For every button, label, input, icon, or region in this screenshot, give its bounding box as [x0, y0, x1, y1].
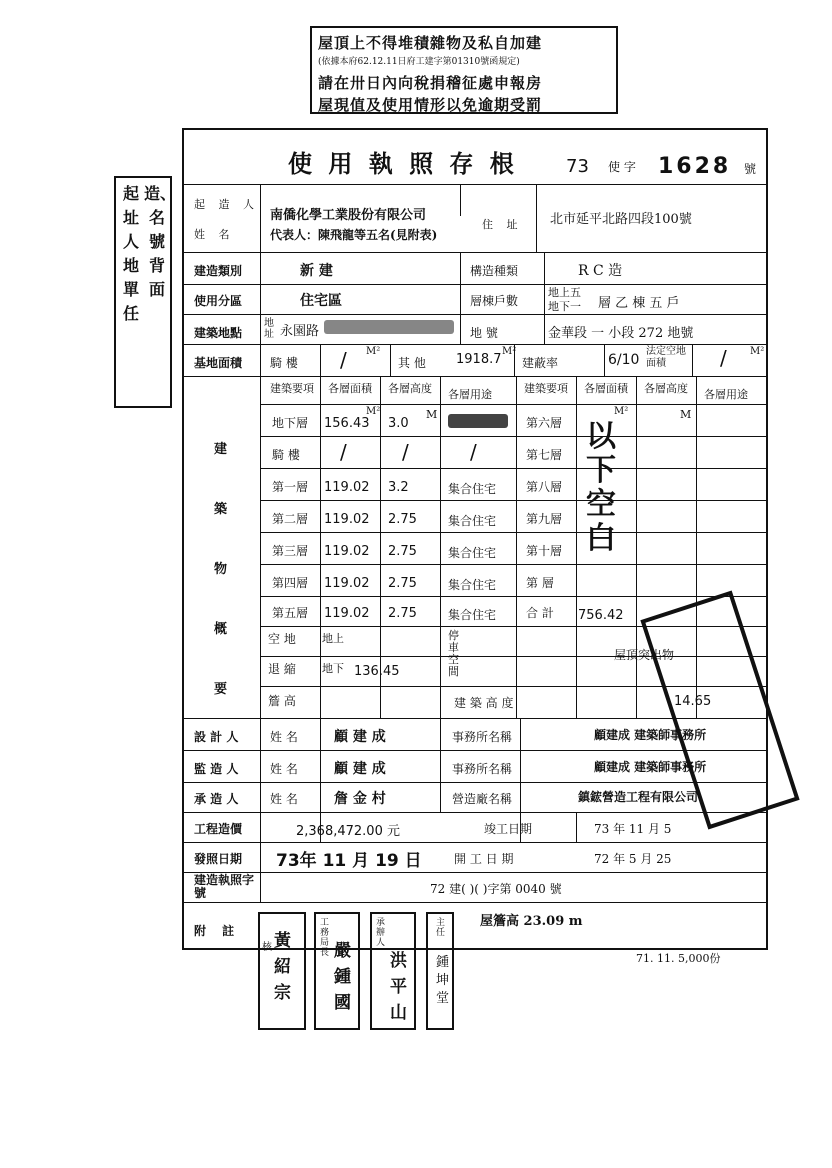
- floor-row-slash: /: [402, 440, 409, 464]
- rooftop-notice-stamp: [310, 26, 618, 114]
- eave-height-label: 簷 高: [268, 694, 296, 708]
- applicant-company: 南僑化學工業股份有限公司: [270, 208, 427, 223]
- category-label: 建造類別: [194, 264, 243, 278]
- cost-label: 工程造價: [194, 822, 243, 836]
- blank-below-note: 以下空白: [586, 419, 616, 556]
- contractor-firm: 鎮鋐營造工程有限公司: [578, 790, 699, 804]
- col-head-height-2: 各層高度: [644, 382, 688, 395]
- unit-m2: M²: [614, 406, 629, 417]
- col-head-use: 各層用途: [448, 388, 492, 401]
- floor-row-slash: /: [340, 440, 347, 464]
- applicant-label: 起 造 人: [194, 198, 259, 211]
- floor-row-name: 第二層: [272, 512, 309, 526]
- stamp-officer: 承辦人 洪平山: [370, 912, 416, 1030]
- finish-date: 73 年 11 月 5: [594, 822, 672, 836]
- stamp-director: 主任 鍾坤堂: [426, 912, 454, 1030]
- stamp-technician: 核 黃紹宗: [258, 912, 306, 1030]
- supervisor-firm: 顧建成 建築師事務所: [594, 760, 707, 774]
- floor-row-area: 119.02: [324, 606, 370, 621]
- supervisor-label: 監 造 人: [194, 762, 239, 776]
- floor-row-area: 156.43: [324, 416, 370, 431]
- permit-number: 1628: [658, 154, 732, 179]
- coverage-label: 建蔽率: [522, 356, 559, 370]
- unit-m2-3: M²: [750, 346, 765, 357]
- above-ground-label: 地上: [322, 632, 344, 645]
- building-height-label: 建 築 高 度: [454, 696, 514, 710]
- other-area: 1918.7: [456, 352, 502, 367]
- open-space-label: 法定空地面積: [646, 346, 686, 369]
- floor-row-name: 第一層: [272, 480, 309, 494]
- garage-label: 停車空間: [448, 629, 459, 678]
- issue-date: 73年 11 月 19 日: [276, 851, 422, 871]
- designer-label: 設 計 人: [194, 730, 239, 744]
- floor-row-height: 2.75: [388, 544, 417, 559]
- floor-row-height: 2.75: [388, 576, 417, 591]
- setback-label: 退 縮: [268, 662, 296, 676]
- floor-row-height: 2.75: [388, 512, 417, 527]
- applicant-label-2: 姓 名: [194, 228, 235, 241]
- side-note-col-2: 造、 名號 背面: [144, 184, 177, 299]
- roof-structure-label: 屋頂突出物: [614, 648, 675, 662]
- supervisor-name: 顧 建 成: [334, 761, 386, 777]
- floor-row-area: 119.02: [324, 480, 370, 495]
- floor-row-area: 119.02: [324, 512, 370, 527]
- applicant-rep: 代表人：陳飛龍等五名(見附表): [270, 228, 438, 242]
- open-space-row-label: 空 地: [268, 632, 296, 646]
- start-date: 72 年 5 月 25: [594, 852, 672, 866]
- contractor-name: 詹 金 村: [334, 791, 386, 807]
- redaction-smudge: [324, 320, 454, 334]
- floor-row-name: 第七層: [526, 448, 563, 462]
- floor-row-name: 第五層: [272, 606, 309, 620]
- license-stub-form: [182, 128, 768, 950]
- coverage-ratio: 6/10: [608, 352, 640, 368]
- floor-row-name: 第三層: [272, 544, 309, 558]
- name-label: 姓 名: [270, 792, 298, 806]
- floor-row-height: 3.0: [388, 416, 409, 431]
- designer-name: 顧 建 成: [334, 729, 386, 745]
- floor-row-area: 119.02: [324, 544, 370, 559]
- below-ground-label: 地下: [322, 662, 344, 675]
- open-space-slash: /: [720, 346, 727, 370]
- permit-no: 72 建( )( )字第 0040 號: [430, 882, 562, 896]
- site-label: 建築地點: [194, 326, 243, 340]
- notice-line-4: 屋現值及使用情形以免逾期受罰: [318, 96, 543, 114]
- redaction-smudge: [448, 414, 508, 428]
- name-label: 姓 名: [270, 730, 298, 744]
- floor-total-area: 756.42: [578, 608, 624, 623]
- floor-row-height: 3.2: [388, 480, 409, 495]
- unit-m: M: [426, 408, 438, 421]
- designer-firm-label: 事務所名稱: [452, 730, 513, 744]
- notice-line-1: 屋頂上不得堆積雜物及私自加建: [318, 34, 543, 52]
- lot-label: 地 號: [470, 326, 498, 340]
- floor-row-name: 合 計: [526, 606, 554, 620]
- use-zone: 住宅區: [300, 293, 342, 309]
- print-run: 71. 11. 5,000份: [636, 952, 721, 965]
- floors-label: 層棟戶數: [470, 294, 519, 308]
- eave-height-note: 屋簷高 23.09 m: [480, 914, 583, 929]
- unit-m: M: [680, 408, 692, 421]
- arcade-slash: /: [340, 348, 347, 372]
- floor-row-name: 第六層: [526, 416, 563, 430]
- permit-word: 使 字: [608, 160, 636, 174]
- contractor-label: 承 造 人: [194, 792, 239, 806]
- site-sub-label: 地址: [264, 318, 274, 340]
- floor-row-name: 地下層: [272, 416, 309, 430]
- floor-row-name: 第四層: [272, 576, 309, 590]
- unit-m2: M²: [366, 346, 381, 357]
- signature-stamps: [258, 912, 454, 1032]
- form-title: 使 用 執 照 存 根: [288, 149, 518, 178]
- building-category: 新 建: [300, 263, 333, 279]
- floor-row-use: 集合住宅: [448, 546, 497, 560]
- construction-cost: 2,368,472.00 元: [296, 824, 400, 839]
- floors-text: 層 乙 棟 五 戶: [598, 296, 680, 311]
- floor-row-name: 第十層: [526, 544, 563, 558]
- permit-year: 73: [566, 156, 589, 177]
- floor-row-slash: /: [470, 440, 477, 464]
- structure-label: 構造種類: [470, 264, 519, 278]
- floor-row-use: 集合住宅: [448, 578, 497, 592]
- start-date-label: 開 工 日 期: [454, 852, 514, 866]
- stamp-bureau-chief: 工務局長 嚴鍾國: [314, 912, 360, 1030]
- floor-row-use: 集合住宅: [448, 608, 497, 622]
- below-ground-area: 136.45: [354, 664, 400, 679]
- designer-firm: 顧建成 建築師事務所: [594, 728, 707, 742]
- floor-row-name: 第九層: [526, 512, 563, 526]
- lot-number: 金華段 一 小段 272 地號: [548, 326, 694, 341]
- col-head-height: 各層高度: [388, 382, 432, 395]
- side-note-col-1: 起址 人地 單任: [122, 184, 139, 323]
- col-head-use-2: 各層用途: [704, 388, 748, 401]
- building-summary-vertical-label: 建築物概要: [214, 442, 228, 697]
- base-area-label: 基地面積: [194, 356, 243, 370]
- unit-m2-2: M²: [502, 346, 517, 357]
- floors-down: 地下一: [548, 300, 581, 313]
- floor-row-height: 2.75: [388, 606, 417, 621]
- building-structure: R C 造: [578, 263, 623, 279]
- floor-row-name: 騎 樓: [272, 448, 300, 462]
- permit-no-label: 建造執照字號: [194, 873, 255, 900]
- floor-row-use: 集合住宅: [448, 514, 497, 528]
- contractor-firm-label: 營造廠名稱: [452, 792, 513, 806]
- floor-row-name: 第八層: [526, 480, 563, 494]
- address-label: 住 址: [482, 218, 523, 231]
- permit-suffix: 號: [744, 162, 757, 176]
- floor-row-area: 119.02: [324, 576, 370, 591]
- col-head-item-2: 建築要項: [524, 382, 568, 395]
- applicant-address: 北市延平北路四段100號: [550, 212, 692, 227]
- site-address: 永園路: [280, 324, 320, 339]
- notice-line-2: (依據本府62.12.11日府工建字第01310號函規定): [318, 57, 520, 67]
- floor-row-name: 第 層: [526, 576, 554, 590]
- building-height-value: 14.65: [674, 694, 712, 709]
- issue-date-label: 發照日期: [194, 852, 243, 866]
- notice-line-3: 請在卅日內向稅捐稽征處申報房: [318, 74, 543, 92]
- finish-date-label: 竣工日期: [484, 822, 533, 836]
- use-zone-label: 使用分區: [194, 294, 243, 308]
- unit-m2: M²: [366, 406, 381, 417]
- other-label: 其 他: [398, 356, 426, 370]
- arcade-label: 騎 樓: [270, 356, 298, 370]
- name-label: 姓 名: [270, 762, 298, 776]
- side-note-box: [114, 176, 177, 408]
- floor-row-use: 集合住宅: [448, 482, 497, 496]
- col-head-area-2: 各層面積: [584, 382, 628, 395]
- col-head-item: 建築要項: [270, 382, 314, 395]
- supervisor-firm-label: 事務所名稱: [452, 762, 513, 776]
- col-head-area: 各層面積: [328, 382, 372, 395]
- notes-label: 附 註: [194, 924, 241, 938]
- floors-up: 地上五: [548, 286, 581, 299]
